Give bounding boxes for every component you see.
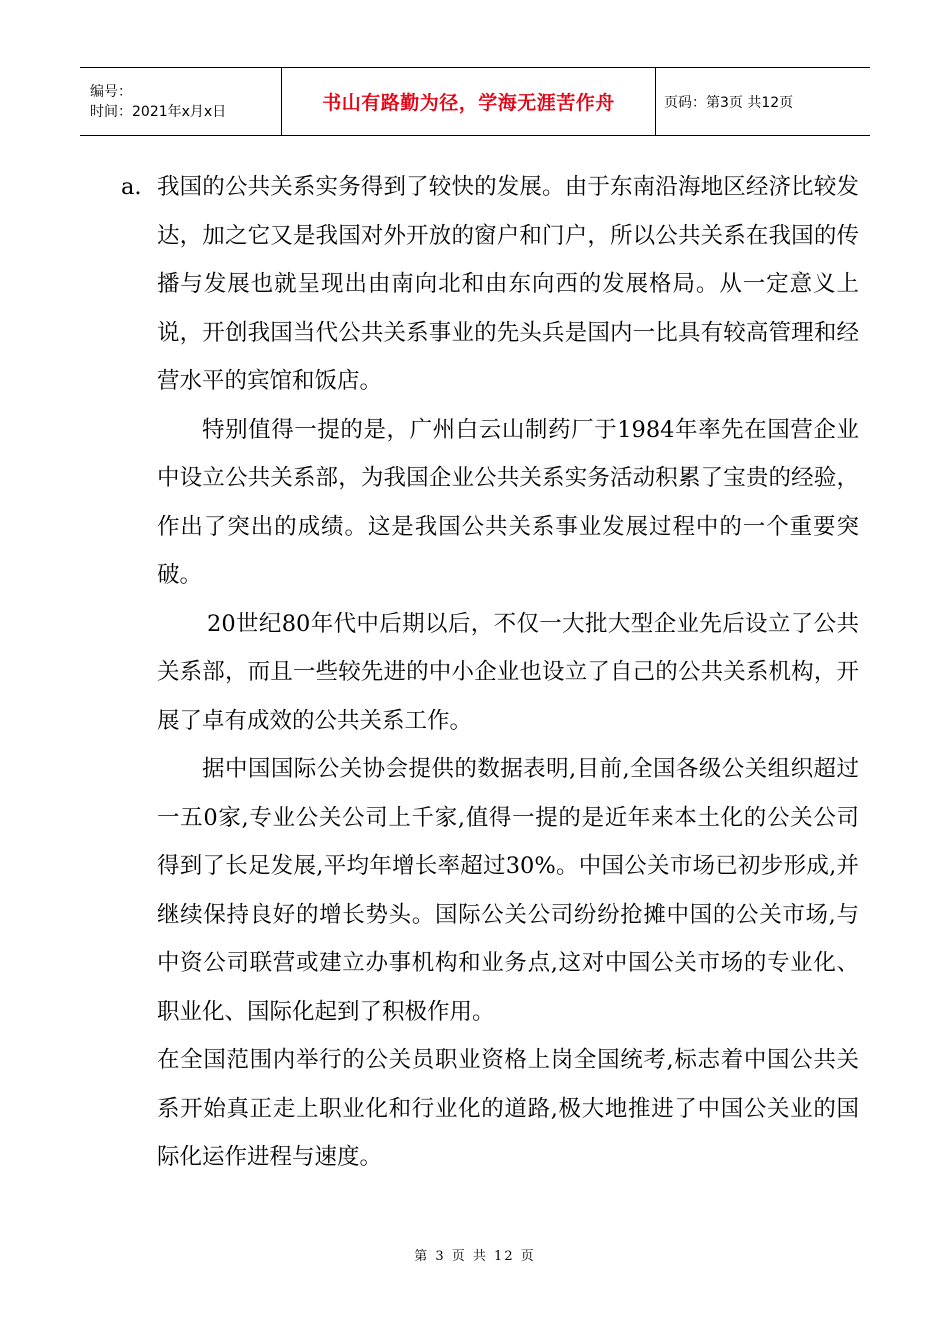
page-header bbox=[80, 67, 870, 136]
paragraph-2: 特别值得一提的是，广州白云山制药厂于1984年率先在国营企业中设立公共关系部，为我国企业公共关系实务活动积累了宝贵的经验，作出了突出的成绩。这是我国公共关系事业发展过程中的一个重要突破。 bbox=[157, 416, 859, 588]
paragraph-1-text: 我国的公共关系实务得到了较快的发展。由于东南沿海地区经济比较发达，加之它又是我国对外开放的窗户和门户，所以公共关系在我国的传播与发展也就呈现出由南向北和由东向西的发展格局。从一定意义上说，开创我国当代公共关系事业的先头兵是国内一比具有较高管理和经营水平的宾馆和饭店。 bbox=[157, 174, 859, 394]
header-motto: 书山有路勤为径，学海无涯苦作舟 bbox=[322, 92, 615, 114]
paragraph-5: 在全国范围内举行的公关员职业资格上岗全国统考,标志着中国公共关系开始真正走上职业化和行业化的道路,极大地推进了中国公关业的国际化运作进程与速度。 bbox=[157, 1047, 859, 1170]
header-page-info: 页码：第3页 共12页 bbox=[664, 94, 794, 111]
paragraph-1 bbox=[121, 163, 859, 406]
document-body bbox=[121, 163, 859, 1182]
header-page-cell bbox=[656, 68, 871, 136]
document-time-label: 时间：2021年x月x日 bbox=[90, 103, 227, 120]
header-meta-cell bbox=[80, 68, 282, 136]
header-motto-cell bbox=[282, 68, 656, 136]
document-number-label: 编号： bbox=[90, 83, 132, 100]
paragraph-3: 20世纪80年代中后期以后，不仅一大批大型企业先后设立了公共关系部，而且一些较先进的中小企业也设立了自己的公共关系机构，开展了卓有成效的公共关系工作。 bbox=[157, 610, 859, 734]
list-item-label: a. bbox=[121, 174, 142, 200]
page-footer: 第 3 页 共 12 页 bbox=[414, 1249, 536, 1264]
paragraph-4: 据中国国际公关协会提供的数据表明,目前,全国各级公关组织超过一五0家,专业公关公司上千家,值得一提的是近年来本土化的公关公司得到了长足发展,平均年增长率超过30%。中国公关市场已初步形成,并继续保持良好的增长势头。国际公关公司纷纷抢摊中国的公关市场,与中资公司联营或建立办事机构和业务点,这对中国公关市场的专业化、职业化、国际化起到了积极作用。 bbox=[157, 756, 859, 1025]
